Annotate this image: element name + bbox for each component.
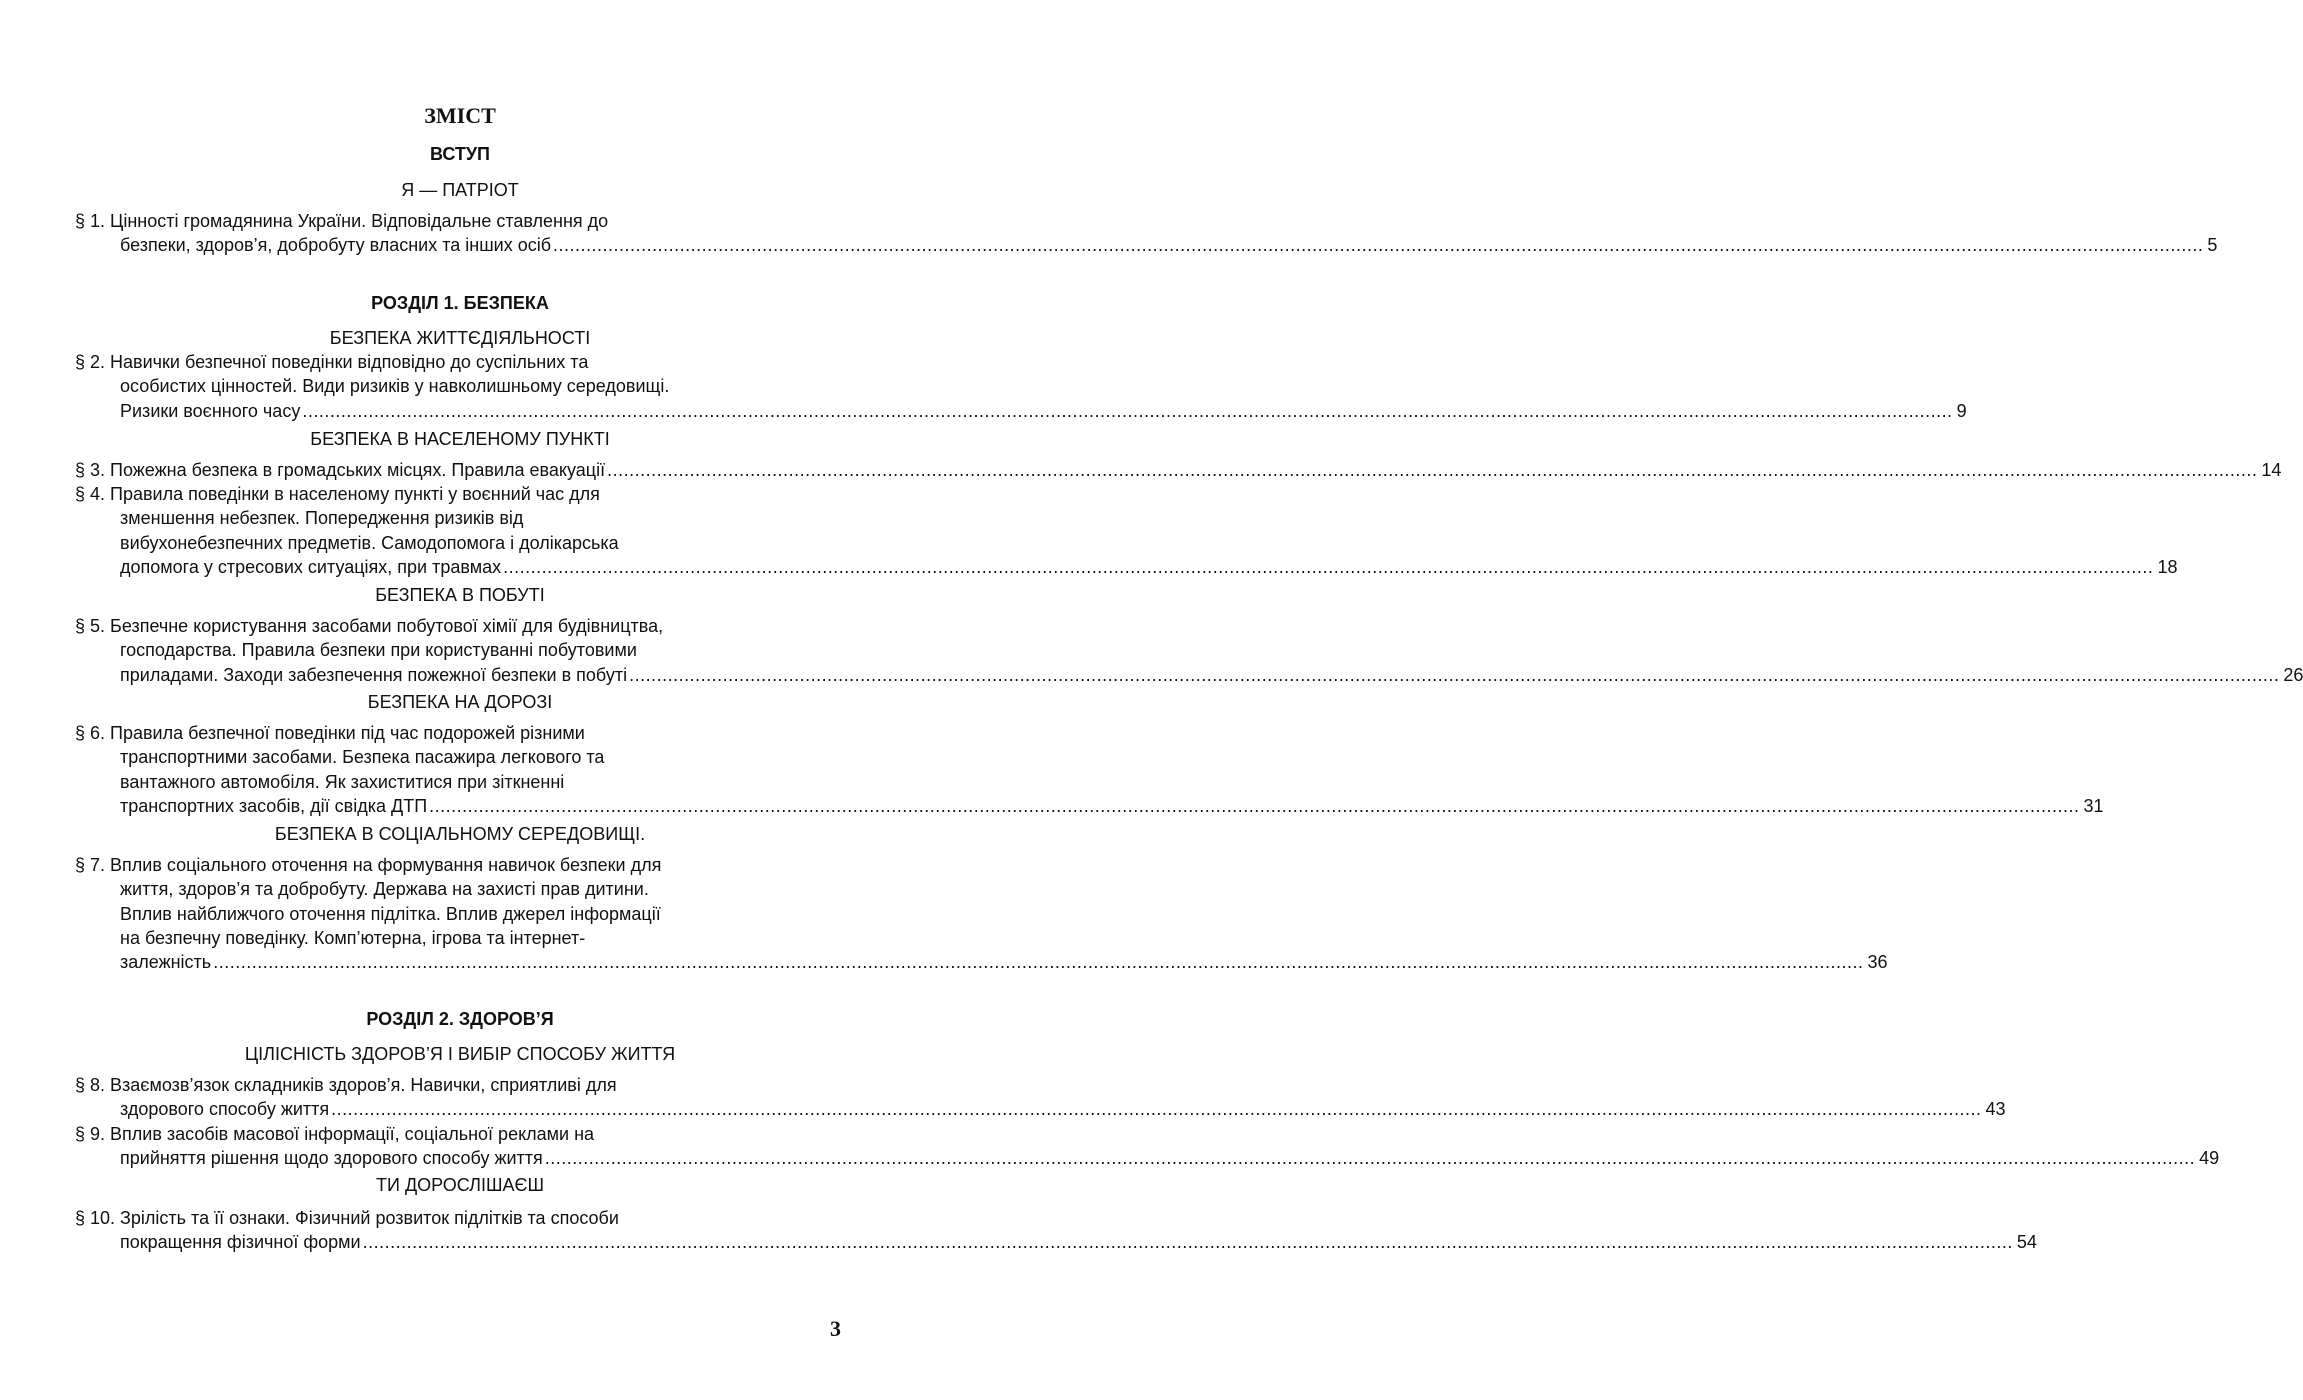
toc-entry-line (75, 638, 805, 662)
toc-entry-3[interactable] (75, 458, 2282, 482)
toc-entry-line (75, 1146, 2220, 1170)
toc-entry-text: транспортними засобами. Безпека пасажира легкового та (120, 747, 605, 768)
toc-entry-text: § 4. Правила поведінки в населеному пункті у воєнний час для (75, 484, 600, 504)
dot-leader: ............................................................................................................................................................................................................................................................................................................ (607, 460, 2258, 480)
section2-heading: РОЗДІЛ 2. ЗДОРОВ’Я (366, 1009, 554, 1029)
toc-entry-line (75, 209, 805, 233)
dot-leader: ............................................................................................................................................................................................................................................................................................................ (362, 1232, 2013, 1253)
toc-entry-text: зменшення небезпек. Попередження ризиків від (120, 508, 524, 529)
topic-heading: БЕЗПЕКА ЖИТТЄДІЯЛЬНОСТІ (329, 328, 591, 348)
toc-entry-6[interactable] (75, 721, 2104, 818)
toc-entry-text: транспортних засобів, дії свідка ДТП (120, 795, 428, 816)
page-title: ЗМІСТ (424, 103, 496, 128)
toc-page-number: 54 (2016, 1232, 2037, 1253)
toc-entry-line (75, 853, 805, 877)
dot-leader: ............................................................................................................................................................................................................................................................................................................ (544, 1148, 2196, 1169)
intro-heading: ВСТУП (430, 144, 490, 164)
dot-leader: ............................................................................................................................................................................................................................................................................................................ (429, 795, 2080, 816)
toc-entry-line (75, 531, 805, 555)
toc-entry-7[interactable] (75, 853, 1888, 974)
toc-page-number: 14 (2261, 460, 2282, 480)
topic-heading: ТИ ДОРОСЛІШАЄШ (376, 1175, 544, 1195)
toc-entry-line (75, 399, 1967, 423)
toc-entry-line (75, 555, 2178, 579)
toc-entry-text: § 5. Безпечне користування засобами побутової хімії для будівництва, (75, 616, 664, 636)
toc-entry-line (75, 1122, 805, 1146)
topic-heading: БЕЗПЕКА НА ДОРОЗІ (367, 692, 553, 712)
toc-entry-text: § 10. Зрілість та її ознаки. Фізичний розвиток підлітків та способи (75, 1208, 619, 1228)
topic-heading: БЕЗПЕКА В НАСЕЛЕНОМУ ПУНКТІ (310, 429, 610, 449)
toc-entry-line (75, 482, 805, 506)
toc-entry-text: § 1. Цінності громадянина України. Відповідальне ставлення до (75, 211, 609, 231)
toc-entry-line (75, 350, 805, 374)
toc-entry-text: приладами. Заходи забезпечення пожежної безпеки в побуті (120, 664, 628, 685)
toc-entry-text: залежність (120, 952, 212, 973)
toc-page-number: 18 (2157, 556, 2178, 577)
toc-entry-line (75, 950, 1888, 974)
toc-entry-text: Ризики воєнного часу (120, 400, 301, 421)
toc-entry-text: господарства. Правила безпеки при користуванні побутовими (120, 640, 637, 661)
dot-leader: ............................................................................................................................................................................................................................................................................................................ (553, 235, 2204, 256)
toc-entry-line (75, 877, 805, 901)
toc-entry-line (75, 506, 805, 530)
toc-entry-text: покращення фізичної форми (120, 1232, 361, 1253)
toc-entry-line (75, 721, 805, 745)
toc-entry-line (75, 233, 2218, 257)
toc-page-number: 31 (2083, 795, 2104, 816)
dot-leader: ............................................................................................................................................................................................................................................................................................................ (503, 556, 2154, 577)
toc-page-number: 5 (2207, 235, 2218, 256)
toc-entry-line (75, 458, 2282, 482)
toc-entry-text: Вплив найближчого оточення підлітка. Вплив джерел інформації (120, 903, 661, 924)
toc-entry-text: на безпечну поведінку. Комп’ютерна, ігрова та інтернет- (120, 927, 586, 948)
section1-heading: РОЗДІЛ 1. БЕЗПЕКА (371, 293, 549, 313)
toc-entry-line (75, 770, 805, 794)
toc-entry-line (75, 374, 805, 398)
toc-entry-line (75, 745, 805, 769)
toc-entry-2[interactable] (75, 350, 1967, 423)
topic-heading: БЕЗПЕКА В СОЦІАЛЬНОМУ СЕРЕДОВИЩІ. (274, 824, 646, 844)
toc-entry-text: здорового способу життя (120, 1099, 330, 1120)
toc-entry-line (75, 1206, 805, 1230)
toc-entry-line (75, 794, 2104, 818)
topic-heading: ЦІЛІСНІСТЬ ЗДОРОВ’Я І ВИБІР СПОСОБУ ЖИТТЯ (244, 1044, 676, 1064)
toc-entry-line (75, 926, 805, 950)
toc-page-number: 9 (1956, 400, 1967, 421)
toc-entry-line (75, 902, 805, 926)
dot-leader: ............................................................................................................................................................................................................................................................................................................ (331, 1099, 1982, 1120)
toc-entry-9[interactable] (75, 1122, 2220, 1171)
page-number: 3 (830, 1316, 841, 1341)
toc-entry-4[interactable] (75, 482, 2178, 579)
toc-entry-text: прийняття рішення щодо здорового способу життя (120, 1148, 543, 1169)
dot-leader: ............................................................................................................................................................................................................................................................................................................ (629, 664, 2280, 685)
toc-entry-text: допомога у стресових ситуаціях, при травмах (120, 556, 502, 577)
toc-entry-text: § 8. Взаємозв’язок складників здоров’я. Навички, сприятливі для (75, 1075, 617, 1095)
toc-entry-10[interactable] (75, 1206, 2037, 1255)
toc-entry-text: § 7. Вплив соціального оточення на формування навичок безпеки для (75, 855, 662, 875)
toc-entry-line (75, 663, 2303, 687)
toc-entry-1[interactable] (75, 209, 2218, 258)
toc-entry-text: § 3. Пожежна безпека в громадських місцях. Правила евакуації (75, 460, 606, 480)
toc-page-number: 26 (2283, 664, 2303, 685)
toc-entry-text: § 9. Вплив засобів масової інформації, соціальної реклами на (75, 1124, 595, 1144)
intro-topic: Я — ПАТРІОТ (401, 180, 519, 200)
toc-entry-text: § 6. Правила безпечної поведінки під час подорожей різними (75, 723, 585, 743)
toc-page-number: 36 (1867, 952, 1888, 973)
dot-leader: ............................................................................................................................................................................................................................................................................................................ (213, 952, 1864, 973)
toc-entry-line (75, 1230, 2037, 1254)
toc-entry-5[interactable] (75, 614, 2303, 687)
toc-page-number: 49 (2199, 1148, 2220, 1169)
toc-entry-text: вибухонебезпечних предметів. Самодопомога і долікарська (120, 532, 619, 553)
topic-heading: БЕЗПЕКА В ПОБУТІ (375, 585, 545, 605)
toc-entry-text: безпеки, здоров’я, добробуту власних та інших осіб (120, 235, 552, 256)
toc-entry-line (75, 614, 805, 638)
toc-page-number: 43 (1985, 1099, 2006, 1120)
toc-entry-text: вантажного автомобіля. Як захиститися при зіткненні (120, 771, 565, 792)
toc-entry-text: § 2. Навички безпечної поведінки відповідно до суспільних та (75, 352, 589, 372)
toc-entry-text: особистих цінностей. Види ризиків у навколишньому середовищі. (120, 376, 670, 397)
toc-entry-8[interactable] (75, 1073, 2006, 1122)
toc-entry-line (75, 1073, 805, 1097)
dot-leader: ............................................................................................................................................................................................................................................................................................................ (302, 400, 1953, 421)
toc-entry-text: життя, здоров’я та добробуту. Держава на захисті прав дитини. (120, 879, 649, 900)
toc-entry-line (75, 1097, 2006, 1121)
